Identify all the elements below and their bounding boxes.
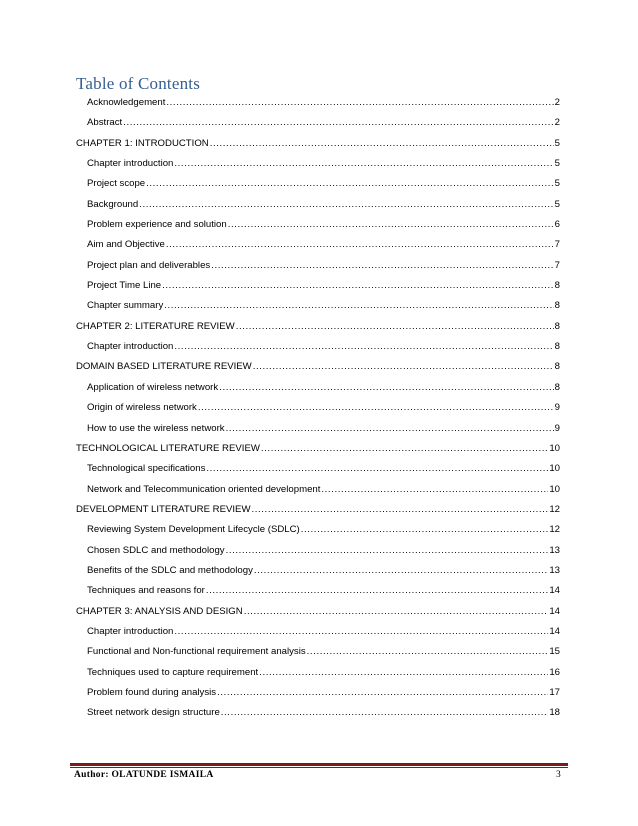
footer-rule-thin — [70, 767, 568, 768]
footer-rule — [70, 763, 568, 766]
toc-leader-dots — [166, 235, 554, 255]
toc-leader-dots — [228, 215, 554, 235]
toc-entry-title: Technological specifications — [87, 463, 206, 475]
toc-entry[interactable] — [76, 663, 560, 683]
toc-entry-title: CHAPTER 3: ANALYSIS AND DESIGN — [76, 605, 243, 617]
toc-entry-title: Reviewing System Development Lifecycle (SDLC) — [87, 524, 300, 536]
toc-entry-title: Techniques used to capture requirement — [87, 666, 259, 678]
toc-leader-dots — [139, 195, 553, 215]
toc-entry[interactable] — [76, 419, 560, 439]
toc-entry-page: 15 — [549, 646, 560, 658]
toc-entry-title: CHAPTER 2: LITERATURE REVIEW — [76, 320, 235, 332]
toc-entry[interactable] — [76, 602, 560, 622]
toc-entry-page: 8 — [554, 361, 560, 373]
toc-leader-dots — [226, 541, 549, 561]
toc-entry-title: Origin of wireless network — [87, 402, 197, 414]
toc-leader-dots — [252, 500, 549, 520]
toc-leader-dots — [236, 317, 554, 337]
toc-leader-dots — [174, 337, 553, 357]
toc-leader-dots — [259, 663, 548, 683]
toc-entry[interactable] — [76, 337, 560, 357]
toc-entry-title: Project Time Line — [87, 280, 162, 292]
toc-leader-dots — [211, 256, 553, 276]
toc-entry-page: 10 — [549, 442, 560, 454]
toc-entry[interactable] — [76, 398, 560, 418]
toc-entry[interactable] — [76, 581, 560, 601]
toc-leader-dots — [174, 154, 553, 174]
toc-entry[interactable] — [76, 256, 560, 276]
toc-leader-dots — [198, 398, 554, 418]
toc-entry-page: 5 — [554, 158, 560, 170]
toc-entry-page: 5 — [554, 178, 560, 190]
toc-entry-title: Project plan and deliverables — [87, 259, 211, 271]
toc-leader-dots — [146, 174, 554, 194]
toc-entry[interactable] — [76, 500, 560, 520]
toc-entry[interactable] — [76, 235, 560, 255]
toc-leader-dots — [226, 419, 554, 439]
toc-leader-dots — [210, 134, 554, 154]
toc-leader-dots — [174, 622, 548, 642]
toc-entry-page: 7 — [554, 259, 560, 271]
toc-entry-page: 17 — [549, 686, 560, 698]
toc-entry-page: 9 — [554, 402, 560, 414]
toc-entry-page: 8 — [554, 280, 560, 292]
toc-entry-title: Techniques and reasons for — [87, 585, 205, 597]
toc-entry[interactable] — [76, 215, 560, 235]
toc-entry-page: 12 — [549, 524, 560, 536]
footer-author: Author: OLATUNDE ISMAILA — [74, 770, 214, 780]
toc-entry[interactable] — [76, 174, 560, 194]
toc-list — [76, 93, 560, 724]
toc-entry[interactable] — [76, 439, 560, 459]
toc-entry[interactable] — [76, 520, 560, 540]
toc-entry-page: 8 — [554, 381, 560, 393]
toc-entry-page: 14 — [549, 605, 560, 617]
toc-entry[interactable] — [76, 276, 560, 296]
toc-entry-title: Network and Telecommunication oriented development — [87, 483, 321, 495]
toc-leader-dots — [162, 276, 554, 296]
toc-entry[interactable] — [76, 357, 560, 377]
toc-entry-title: Project scope — [87, 178, 146, 190]
toc-entry[interactable] — [76, 541, 560, 561]
toc-leader-dots — [307, 642, 549, 662]
toc-entry-page: 2 — [554, 117, 560, 129]
toc-entry-page: 14 — [549, 585, 560, 597]
toc-entry[interactable] — [76, 317, 560, 337]
toc-leader-dots — [221, 703, 549, 723]
toc-entry[interactable] — [76, 195, 560, 215]
toc-leader-dots — [254, 561, 548, 581]
toc-entry-title: Aim and Objective — [87, 239, 165, 251]
toc-entry-title: Chapter introduction — [87, 158, 174, 170]
toc-entry-page: 16 — [549, 666, 560, 678]
toc-leader-dots — [164, 296, 553, 316]
toc-entry-page: 14 — [549, 625, 560, 637]
toc-entry-title: DOMAIN BASED LITERATURE REVIEW — [76, 361, 252, 373]
toc-entry-title: Acknowledgement — [87, 97, 166, 108]
toc-leader-dots — [261, 439, 548, 459]
toc-entry-title: DEVELOPMENT LITERATURE REVIEW — [76, 503, 251, 515]
toc-entry[interactable] — [76, 134, 560, 154]
toc-entry-page: 10 — [549, 483, 560, 495]
toc-entry-page: 2 — [554, 97, 560, 108]
toc-entry-title: Chapter summary — [87, 300, 164, 312]
toc-leader-dots — [166, 93, 553, 113]
toc-entry-title: Problem experience and solution — [87, 219, 227, 231]
toc-leader-dots — [301, 520, 549, 540]
toc-entry-title: Chapter introduction — [87, 341, 174, 353]
toc-entry-title: Chapter introduction — [87, 625, 174, 637]
toc-entry[interactable] — [76, 642, 560, 662]
toc-entry-title: Functional and Non-functional requirement analysis — [87, 646, 306, 658]
toc-entry[interactable] — [76, 93, 560, 113]
toc-entry-page: 8 — [554, 341, 560, 353]
toc-entry-title: Abstract — [87, 117, 123, 129]
toc-entry-title: TECHNOLOGICAL LITERATURE REVIEW — [76, 442, 260, 454]
toc-entry-title: Benefits of the SDLC and methodology — [87, 564, 253, 576]
toc-entry-page: 8 — [554, 300, 560, 312]
toc-leader-dots — [253, 357, 554, 377]
toc-entry-page: 8 — [554, 320, 560, 332]
toc-leader-dots — [219, 378, 553, 398]
toc-entry-page: 13 — [549, 544, 560, 556]
toc-entry[interactable] — [76, 622, 560, 642]
toc-leader-dots — [217, 683, 548, 703]
toc-entry-page: 5 — [554, 137, 560, 149]
toc-title: Table of Contents — [76, 74, 201, 93]
toc-entry-title: Application of wireless network — [87, 381, 219, 393]
toc-entry-page: 5 — [554, 198, 560, 210]
toc-leader-dots — [206, 459, 548, 479]
toc-entry[interactable] — [76, 459, 560, 479]
toc-leader-dots — [244, 602, 549, 622]
toc-leader-dots — [123, 113, 553, 133]
toc-entry-title: Problem found during analysis — [87, 686, 217, 698]
footer-page-number: 3 — [556, 770, 561, 780]
toc-leader-dots — [206, 581, 548, 601]
toc-entry[interactable] — [76, 378, 560, 398]
toc-entry[interactable] — [76, 561, 560, 581]
toc-entry-page: 6 — [554, 219, 560, 231]
toc-entry-page: 9 — [554, 422, 560, 434]
toc-entry-page: 10 — [549, 463, 560, 475]
toc-entry-page: 7 — [554, 239, 560, 251]
toc-entry[interactable] — [76, 480, 560, 500]
toc-entry-page: 12 — [549, 503, 560, 515]
toc-entry[interactable] — [76, 296, 560, 316]
toc-entry[interactable] — [76, 154, 560, 174]
toc-entry-page: 18 — [549, 707, 560, 719]
toc-entry[interactable] — [76, 683, 560, 703]
toc-entry-title: Street network design structure — [87, 707, 220, 719]
toc-entry-page: 13 — [549, 564, 560, 576]
toc-entry-title: Chosen SDLC and methodology — [87, 544, 225, 556]
toc-entry[interactable] — [76, 703, 560, 723]
toc-entry-title: Background — [87, 198, 139, 210]
toc-entry-title: How to use the wireless network — [87, 422, 225, 434]
toc-entry[interactable] — [76, 113, 560, 133]
toc-entry-title: CHAPTER 1: INTRODUCTION — [76, 137, 209, 149]
toc-leader-dots — [321, 480, 548, 500]
